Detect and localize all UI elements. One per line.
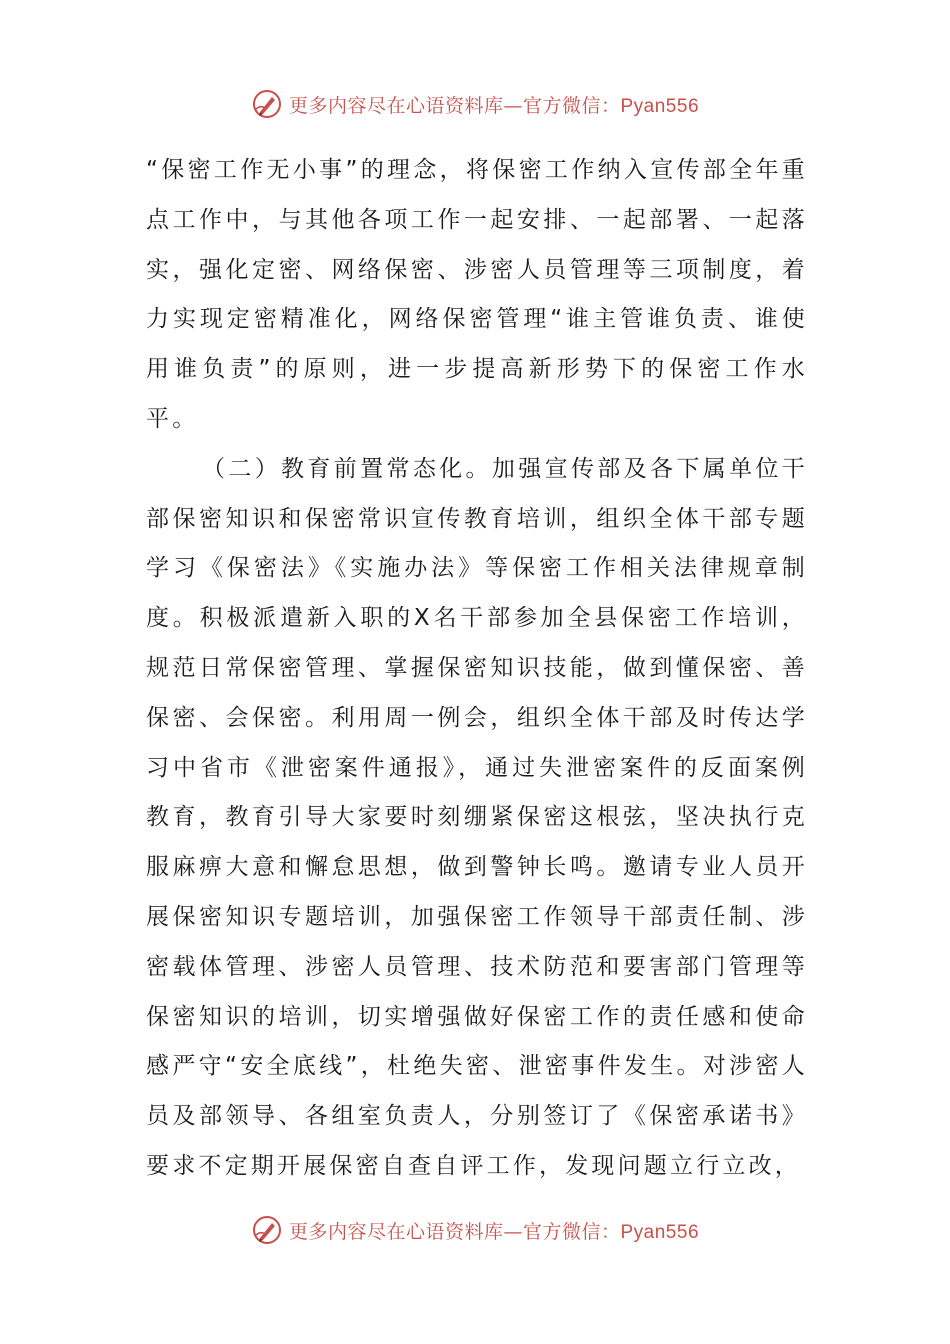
document-body <box>146 146 808 1192</box>
pen-logo-icon <box>251 1214 283 1246</box>
footer-banner <box>0 1210 950 1250</box>
wechat-id: Pyan556 <box>620 1221 700 1243</box>
banner-text: 更多内容尽在心语资料库—官方微信：Pyan556 <box>288 1220 700 1243</box>
pen-logo-icon <box>251 88 283 120</box>
wechat-id: Pyan556 <box>620 95 700 117</box>
paragraph-2: （二）教育前置常态化。加强宣传部及各下属单位干部保密知识和保密常识宣传教育培训，组织全体干部专题学习《保密法》《实施办法》等保密工作相关法律规章制度。积极派遣新入职的X名干部参加全县保密工作培训，规范日常保密管理、掌握保密知识技能，做到懂保密、善保密、会保密。利用周一例会，组织全体干部及时传达学习中省市《泄密案件通报》，通过失泄密案件的反面案例教育，教育引导大家要时刻绷紧保密这根弦，坚决执行克服麻痹大意和懈怠思想，做到警钟长鸣。邀请专业人员开展保密知识专题培训，加强保密工作领导干部责任制、涉密载体管理、涉密人员管理、技术防范和要害部门管理等保密知识的培训，切实增强做好保密工作的责任感和使命感严守“安全底线”，杜绝失密、泄密事件发生。对涉密人员及部领导、各组室负责人，分别签订了《保密承诺书》要求不定期开展保密自查自评工作，发现问题立行立改， <box>146 455 808 1179</box>
paragraph-1: “保密工作无小事”的理念，将保密工作纳入宣传部全年重点工作中，与其他各项工作一起安排、一起部署、一起落实，强化定密、网络保密、涉密人员管理等三项制度，着力实现定密精准化，网络保密管理“谁主管谁负责、谁使用谁负责”的原则，进一步提高新形势下的保密工作水平。 <box>146 157 808 432</box>
header-banner <box>0 84 950 124</box>
banner-text: 更多内容尽在心语资料库—官方微信：Pyan556 <box>288 94 700 117</box>
